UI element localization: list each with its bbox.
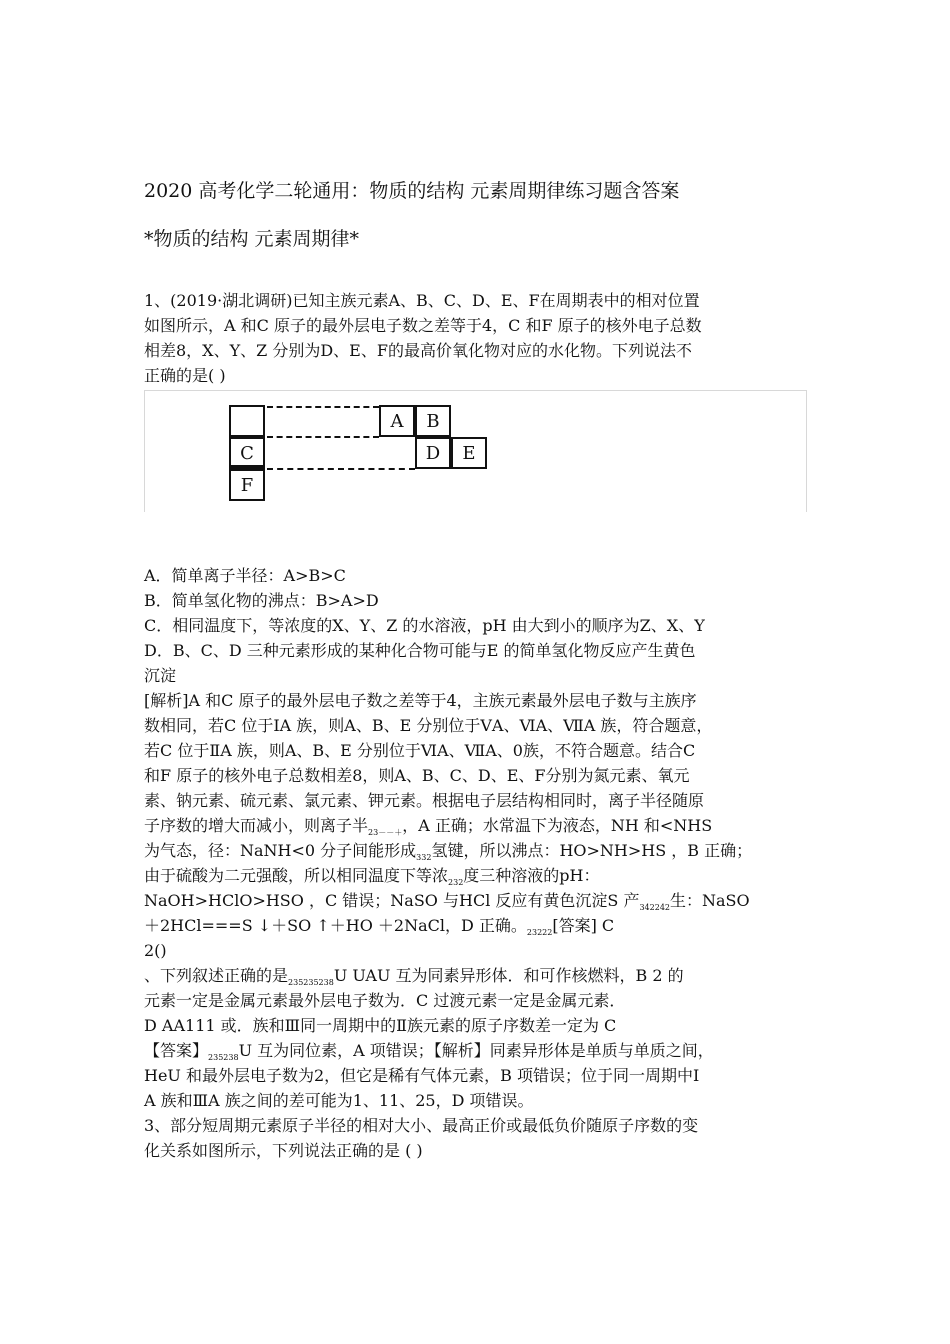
table-cell-a: A [379, 405, 415, 437]
q1-analysis-line: [解析]A 和C 原子的最外层电子数之差等于4，主族元素最外层电子数与主族序 [144, 691, 697, 710]
q1-option-a: A．简单离子半径：A>B>C [144, 566, 346, 585]
text: [答案] C [552, 916, 615, 935]
subscript: 235235238 [288, 978, 334, 987]
text: 生：NaSO [670, 891, 750, 910]
q1-analysis-line [144, 816, 712, 843]
text: ＋2HCl===S ↓＋SO ↑＋HO ＋2NaCl，D 正确。 [144, 916, 527, 935]
q3-stem-line: 3、部分短周期元素原子半径的相对大小、最高正价或最低负价随原子序数的变 [144, 1116, 699, 1135]
subscript: 23－－＋ [368, 828, 403, 837]
text: U UAU 互为同素异形体．和可作核燃料，B 2 的 [333, 966, 684, 985]
text: 度三种溶液的pH： [463, 866, 600, 885]
text: 为气态，径：NaNH<0 分子间能形成 [144, 841, 417, 860]
dashed-connector [267, 406, 379, 408]
q2-analysis-line: HeU 和最外层电子数为2，但它是稀有气体元素，B 项错误；位于同一周期中Ⅰ [144, 1066, 700, 1085]
q2-stem-line: D AA111 或．族和Ⅲ同一周期中的Ⅱ族元素的原子序数差一定为 C [144, 1016, 617, 1035]
q1-option-c: C．相同温度下，等浓度的X、Y、Z 的水溶液，pH 由大到小的顺序为Z、X、Y [144, 616, 705, 635]
q3-stem-line: 化关系如图所示，下列说法正确的是 ( ) [144, 1141, 423, 1160]
table-cell-c-label: C [240, 442, 254, 464]
q1-analysis-line: 数相同，若C 位于ⅠA 族，则A、B、E 分别位于ⅤA、ⅥA、ⅦA 族，符合题意， [144, 716, 713, 735]
q1-option-d: D．B、C、D 三种元素形成的某种化合物可能与E 的简单氢化物反应产生黄色 [144, 641, 696, 660]
text: 氢键，所以沸点：HO>NH>HS ，B 正确； [431, 841, 753, 860]
q1-analysis-line: 素、钠元素、硫元素、氯元素、钾元素。根据电子层结构相同时，离子半径随原 [144, 791, 705, 810]
section-title: *物质的结构 元素周期律* [144, 228, 360, 250]
q1-analysis-line [144, 841, 752, 868]
q2-answer-line [144, 1041, 714, 1068]
q1-analysis-line [144, 891, 750, 918]
subscript: 342242 [639, 903, 670, 912]
q1-analysis-line: 若C 位于ⅡA 族，则A、B、E 分别位于ⅥA、ⅦA、0族，不符合题意。结合C [144, 741, 696, 760]
q1-stem-line: 正确的是( ) [144, 366, 226, 385]
q1-option-d-cont: 沉淀 [144, 666, 177, 685]
text: NaOH>HClO>HSO ，C 错误；NaSO 与HCl 反应有黄色沉淀S 产 [144, 891, 640, 910]
table-cell-empty [229, 405, 265, 437]
text: 由于硫酸为二元强酸，所以相同温度下等浓 [144, 866, 449, 885]
q1-stem-line: 相差8，X、Y、Z 分别为D、E、F的最高价氧化物对应的水化物。下列说法不 [144, 341, 692, 360]
periodic-table-figure [144, 390, 807, 512]
text: U 互为同位素，A 项错误；【解析】同素异形体是单质与单质之间， [238, 1041, 714, 1060]
q2-stem-line [144, 966, 684, 993]
subscript: 23222 [526, 928, 553, 937]
q1-analysis-line [144, 916, 614, 943]
q1-option-b: B．简单氢化物的沸点：B>A>D [144, 591, 379, 610]
subscript: 235238 [208, 1053, 239, 1062]
table-cell-b: B [415, 405, 451, 437]
text: 子序数的增大而减小，则离子半 [144, 816, 369, 835]
text: 【答案】 [144, 1041, 209, 1060]
table-cell-e: E [451, 437, 487, 469]
dashed-connector [267, 468, 415, 470]
doc-title: 2020 高考化学二轮通用：物质的结构 元素周期律练习题含答案 [144, 180, 680, 202]
dashed-connector [267, 436, 379, 438]
q2-stem-line: 元素一定是金属元素最外层电子数为．C 过渡元素一定是金属元素． [144, 991, 626, 1010]
table-cell-d: D [415, 437, 451, 469]
q2-analysis-line: A 族和ⅢA 族之间的差可能为1、11、25，D 项错误。 [144, 1091, 534, 1110]
text: 、下列叙述正确的是 [144, 966, 289, 985]
q2-number: 2() [144, 941, 167, 960]
q1-stem-line: 如图所示，A 和C 原子的最外层电子数之差等于4，C 和F 原子的核外电子总数 [144, 316, 702, 335]
q1-analysis-line: 和F 原子的核外电子总数相差8，则A、B、C、D、E、F分别为氮元素、氧元 [144, 766, 690, 785]
q1-stem-line: 1、(2019·湖北调研)已知主族元素A、B、C、D、E、F在周期表中的相对位置 [144, 291, 700, 310]
subscript: 332 [416, 853, 432, 862]
text: ，A 正确；水常温下为液态，NH 和<NHS [402, 816, 713, 835]
table-cell-f: F [229, 469, 265, 501]
q1-analysis-line [144, 866, 600, 893]
subscript: 232 [448, 878, 464, 887]
